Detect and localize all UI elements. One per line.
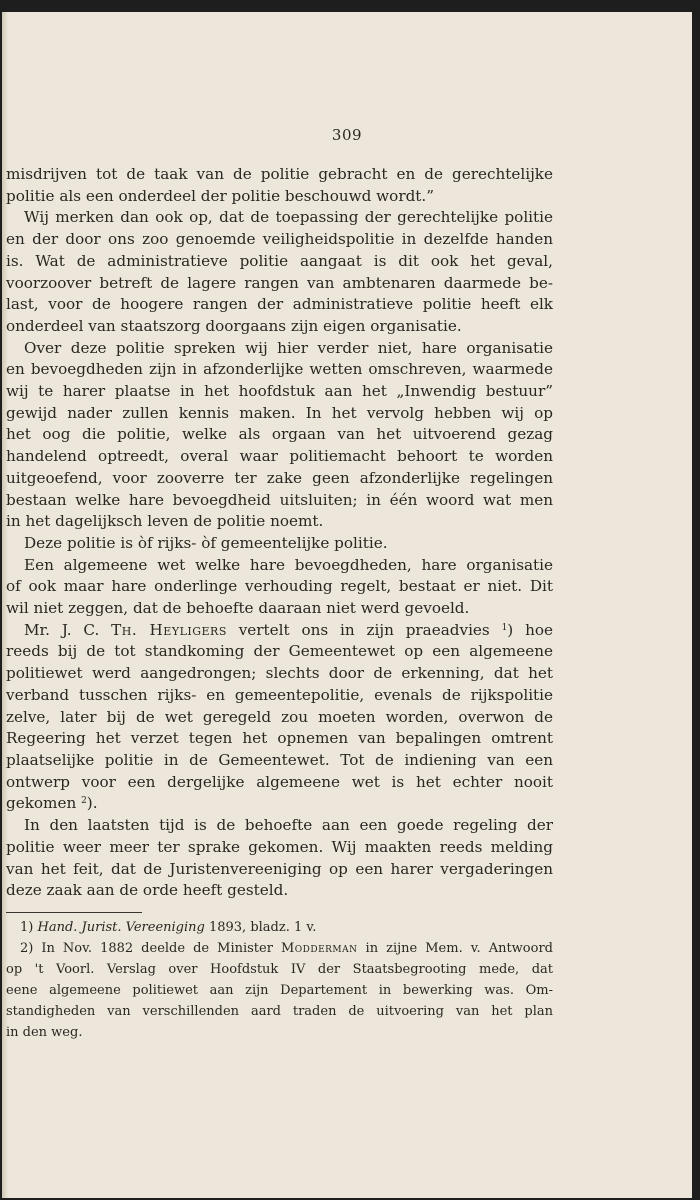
footnotes — [6, 917, 553, 1043]
paragraph-3 — [6, 338, 553, 533]
footnote-title: Hand. Jurist. Vereeniging — [37, 920, 205, 935]
footnote-divider — [6, 912, 142, 913]
text-fragment: ). — [86, 794, 98, 813]
footnote-ref-2: 2 — [81, 796, 87, 807]
footnote-line: standigheden van verschillenden aard traden de uitvoering van het plan — [6, 1004, 553, 1019]
paragraph-6 — [6, 620, 553, 815]
text-line: Over deze politie spreken wij hier verder niet, hare organisatie — [24, 338, 553, 357]
text-line: wij te harer plaatse in het hoofdstuk aan het „Inwendig bestuur” — [6, 382, 553, 401]
text-line: in het dagelijksch leven de politie noemt. — [6, 512, 324, 531]
text-line: Een algemeene wet welke hare bevoegdheden, hare organisatie — [24, 555, 553, 574]
text-line: misdrijven tot de taak van de politie gebracht en de gerechtelijke — [6, 165, 553, 183]
author-name: Th. Heyligers — [111, 620, 227, 639]
text-line: van het feit, dat de Juristenvereeniging op een harer vergaderingen — [6, 859, 553, 878]
paragraph-2 — [6, 207, 553, 337]
footnote-line: eene algemeene politiewet aan zijn Departement in bewerking was. Om- — [6, 983, 553, 998]
text-line: bestaan welke hare bevoegdheid uitsluiten; in één woord wat men — [6, 490, 553, 509]
text-line: Wij merken dan ook op, dat de toepassing der gerechtelijke politie — [24, 208, 553, 227]
text-line: Deze politie is òf rijks- òf gemeentelijke politie. — [24, 533, 388, 552]
text-line: In den laatsten tijd is de behoefte aan een goede regeling der — [24, 816, 553, 835]
text-line: en bevoegdheden zijn in afzonderlijke wetten omschreven, waarmede — [6, 360, 553, 379]
minister-name: Modderman — [280, 941, 358, 956]
text-line: zelve, later bij de wet geregeld zou moeten worden, overwon de — [6, 707, 553, 726]
footnote-2 — [6, 938, 553, 959]
text-line: politie weer meer ter sprake gekomen. Wij maakten reeds melding — [6, 837, 553, 856]
footnote-ref-1: 1 — [501, 622, 508, 633]
paragraph-5 — [6, 555, 553, 620]
page-number: 309 — [331, 126, 363, 144]
text-line: onderdeel van staatszorg doorgaans zijn eigen organisatie. — [6, 316, 462, 335]
text-line: politiewet werd aangedrongen; slechts door de erkenning, dat het — [6, 664, 553, 683]
text-line: reeds bij de tot standkoming der Gemeentewet op een algemeene — [6, 642, 553, 661]
footnote-marker: 1) — [20, 920, 34, 935]
footnote-text: in zijne Mem. v. Antwoord — [357, 941, 553, 956]
footnote-marker: 2) — [20, 941, 34, 956]
paragraph-4 — [6, 533, 553, 555]
text-line: en der door ons zoo genoemde veiligheidspolitie in dezelfde handen — [6, 230, 553, 249]
book-page — [2, 12, 692, 1198]
text-fragment: vertelt ons in zijn praeadvies — [226, 620, 502, 639]
text-line: of ook maar hare onderlinge verhouding regelt, bestaat er niet. Dit — [6, 577, 553, 596]
text-line: deze zaak aan de orde heeft gesteld. — [6, 881, 289, 900]
body-text — [6, 164, 553, 902]
text-line — [6, 793, 553, 815]
text-line: is. Wat de administratieve politie aangaat is dit ook het geval, — [6, 251, 553, 270]
footnote-line: in den weg. — [6, 1025, 83, 1040]
footnote-text: 1893, bladz. 1 v. — [204, 920, 317, 935]
footnote-text: In Nov. 1882 deelde de Minister — [33, 941, 281, 956]
paragraph-1 — [6, 164, 553, 207]
text-line: gewijd nader zullen kennis maken. In het vervolg hebben wij op — [6, 403, 553, 422]
text-line: ontwerp voor een dergelijke algemeene wet is het echter nooit — [6, 772, 553, 791]
text-line — [6, 620, 553, 642]
text-line: plaatselijke politie in de Gemeentewet. Tot de indiening van een — [6, 750, 553, 769]
text-line: het oog die politie, welke als orgaan van het uitvoerend gezag — [6, 425, 553, 444]
text-line: Regeering het verzet tegen het opnemen van bepalingen omtrent — [6, 729, 553, 748]
text-line: verband tusschen rijks- en gemeentepolitie, evenals de rijkspolitie — [6, 685, 553, 704]
text-line: wil niet zeggen, dat de behoefte daaraan niet werd gevoeld. — [6, 599, 470, 618]
footnote-1 — [6, 917, 553, 938]
text-line: uitgeoefend, voor zooverre ter zake geen afzonderlijke regelingen — [6, 468, 553, 487]
text-line: voorzoover betreft de lagere rangen van ambtenaren daarmede be- — [6, 273, 553, 292]
paragraph-7 — [6, 815, 553, 902]
text-line: last, voor de hoogere rangen der administratieve politie heeft elk — [6, 295, 553, 314]
text-fragment: ) hoe — [507, 620, 553, 639]
text-fragment: Mr. J. C. — [24, 620, 112, 639]
footnote-line: op 't Voorl. Verslag over Hoofdstuk IV der Staatsbegrooting mede, dat — [6, 962, 553, 977]
text-line: handelend optreedt, overal waar politiemacht behoort te worden — [6, 447, 553, 466]
text-line: politie als een onderdeel der politie beschouwd wordt.” — [6, 186, 434, 205]
text-fragment: gekomen — [6, 794, 82, 813]
